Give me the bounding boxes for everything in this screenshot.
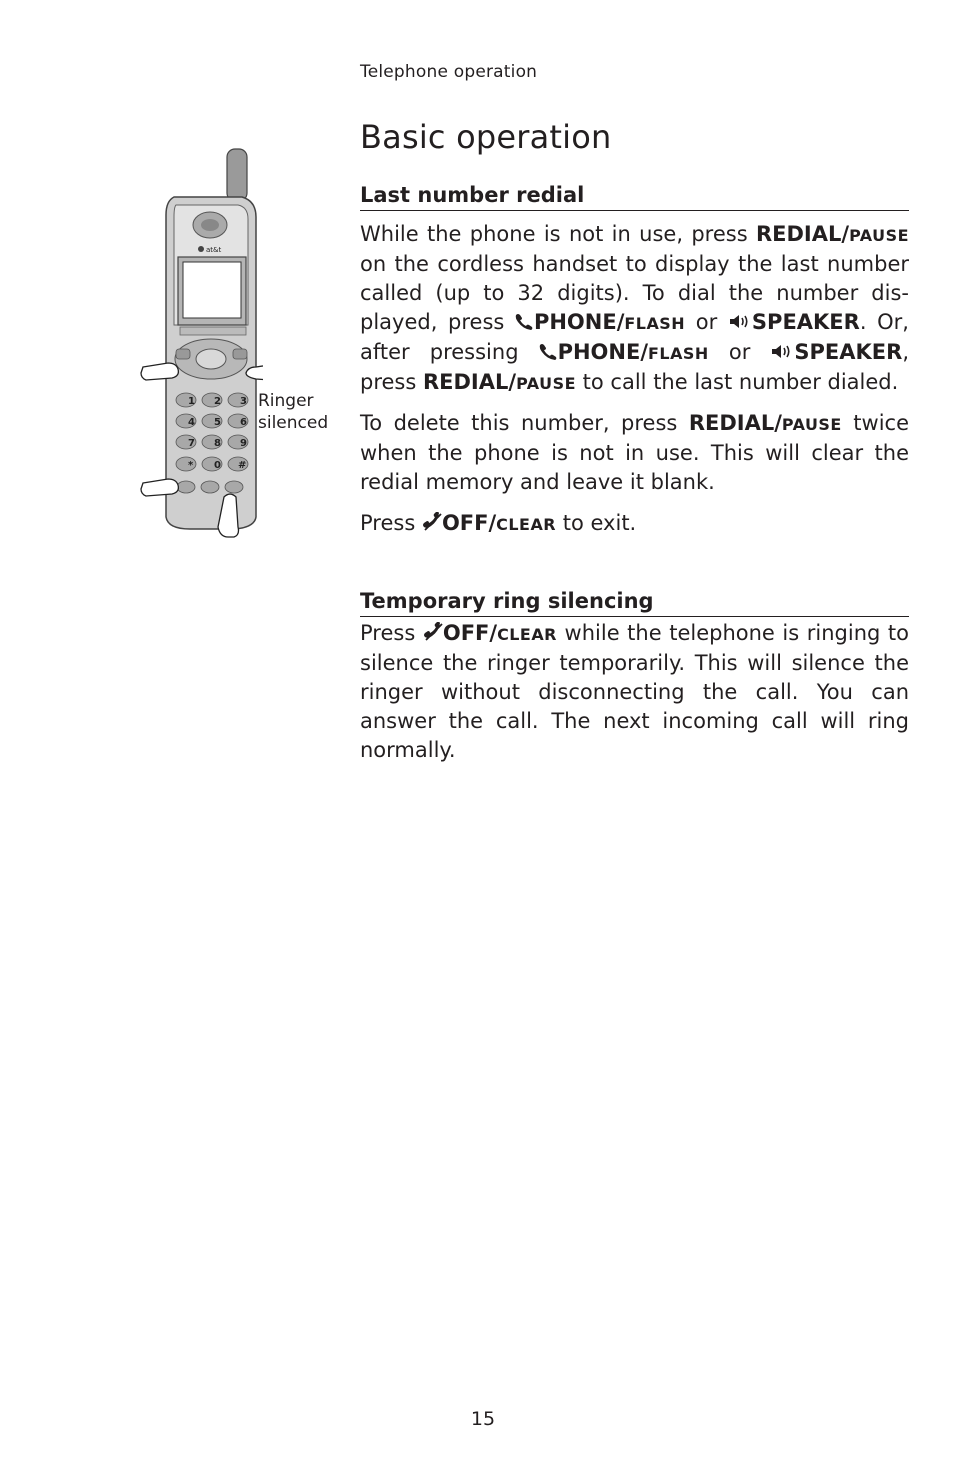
handset-figure: [138, 145, 263, 540]
text: Press: [360, 511, 422, 535]
redial-pause-key: REDIAL/PAUSE: [755, 222, 909, 246]
svg-text:6: 6: [240, 417, 247, 428]
page-number: 15: [470, 1408, 496, 1430]
svg-text:0: 0: [214, 460, 221, 471]
paragraph: [360, 409, 909, 497]
off-icon: [423, 622, 443, 641]
ringer-silenced-callout: [258, 390, 328, 434]
speaker-key: SPEAKER: [770, 340, 902, 364]
paragraph: [360, 220, 909, 398]
text: . Or, after pressing: [360, 310, 909, 364]
svg-text:*: *: [188, 460, 194, 471]
page-title: Basic operation: [360, 118, 612, 156]
section-heading: Last number redial: [360, 182, 909, 211]
svg-text:5: 5: [214, 417, 221, 428]
paragraph: [360, 509, 909, 539]
section-temporary-ring-silencing: [360, 588, 909, 765]
running-head: Telephone operation: [360, 62, 538, 82]
text: To delete this number, press: [360, 411, 689, 435]
svg-text:3: 3: [240, 396, 247, 407]
svg-text:8: 8: [214, 438, 221, 449]
redial-pause-key: REDIAL/PAUSE: [688, 411, 842, 435]
svg-text:1: 1: [188, 396, 195, 407]
text: while the telephone is ringing to silence the ringer temporarily. This will silence the ringer without disconnecting the call. You can answer the call. The next incoming call will ring normally.: [360, 621, 909, 762]
callout-line: Ringer: [258, 391, 314, 411]
svg-text:9: 9: [240, 438, 247, 449]
brand-logo: at&t: [206, 246, 222, 254]
off-clear-key: OFF/CLEAR: [422, 511, 556, 535]
phone-icon: [539, 343, 558, 360]
handset-illustration: [138, 145, 263, 540]
phone-icon: [515, 313, 534, 330]
off-icon: [422, 512, 442, 531]
speaker-icon: [728, 313, 752, 330]
text: on the cordless handset to display the last number called (up to 32 digits). To dial the number dis-played, press: [360, 252, 909, 334]
text: to call the last number dialed.: [576, 370, 899, 394]
section-heading: Temporary ring silencing: [360, 588, 909, 617]
text: to exit.: [556, 511, 637, 535]
text: twice when the phone is not in use. This will clear the redial memory and leave it blank.: [360, 411, 909, 494]
svg-text:7: 7: [188, 438, 195, 449]
text: or: [685, 310, 728, 334]
text: , press: [360, 340, 909, 394]
svg-text:4: 4: [188, 417, 195, 428]
phone-flash-key: PHONE/FLASH: [539, 340, 709, 364]
speaker-icon: [770, 343, 794, 360]
redial-pause-key: REDIAL/PAUSE: [422, 370, 576, 394]
paragraph: [360, 619, 909, 765]
off-clear-key: OFF/CLEAR: [423, 621, 557, 645]
svg-text:2: 2: [214, 396, 221, 407]
section-last-number-redial: [360, 182, 909, 539]
callout-line: silenced: [258, 413, 329, 433]
text: Press: [360, 621, 423, 645]
text: While the phone is not in use, press: [360, 222, 756, 246]
speaker-key: SPEAKER: [728, 310, 860, 334]
svg-text:#: #: [238, 460, 247, 471]
text: or: [708, 340, 771, 364]
phone-flash-key: PHONE/FLASH: [515, 310, 685, 334]
